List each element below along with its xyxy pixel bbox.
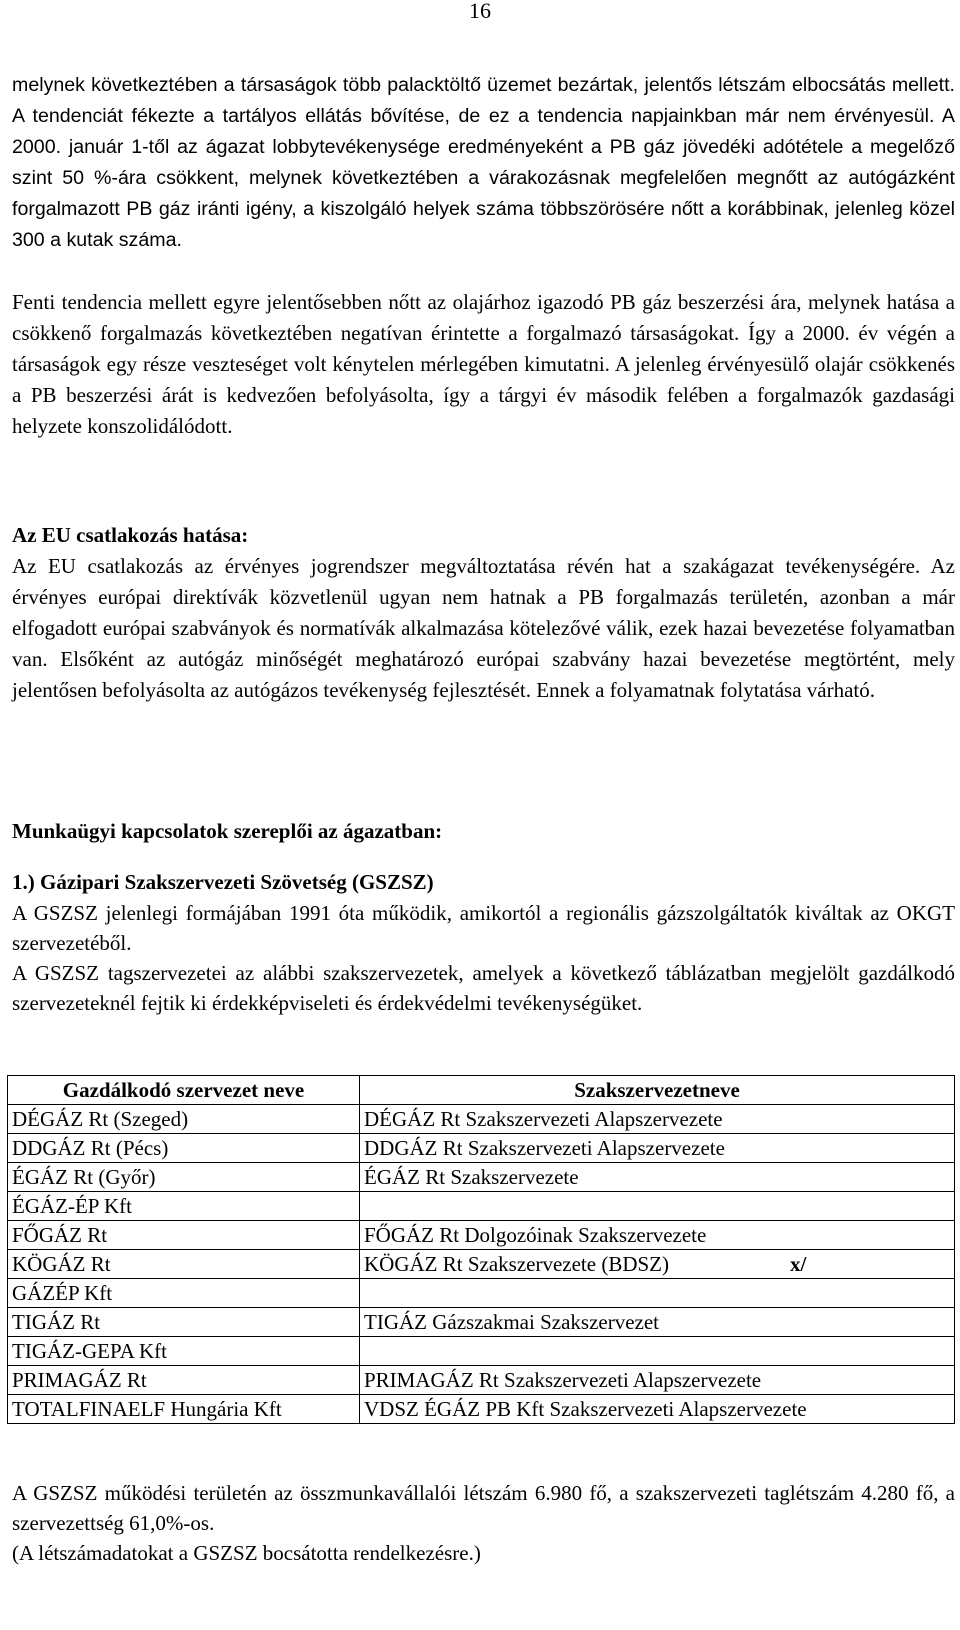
organization-cell: ÉGÁZ-ÉP Kft: [8, 1192, 360, 1221]
union-cell-with-mark: [360, 1250, 955, 1279]
labor-section-heading: Munkaügyi kapcsolatok szereplői az ágazatban:: [12, 819, 443, 843]
table-row: [8, 1395, 955, 1424]
gszsz-subheading: 1.) Gázipari Szakszervezeti Szövetség (GSZSZ): [12, 870, 434, 894]
paragraph-price-trend: Fenti tendencia mellett egyre jelentősebben nőtt az olajárhoz igazodó PB gáz beszerzési ára, melynek hatása a csökkenő forgalmazás következtében negatívan érintette a forgalmazó társaságokat. Így a 2000. év végén a társaságok egy része veszteséget volt kénytelen mérlegében kimutatni. A jelenleg érvényesülő olajár csökkenés a PB beszerzési árát is kedvezően befolyásolta, így a tárgyi év második felében a forgalmazók gazdasági helyzete konszolidálódott.: [12, 290, 955, 438]
eu-section-heading: Az EU csatlakozás hatása:: [12, 523, 249, 547]
footnote-mark: x/: [790, 1252, 807, 1276]
table-row: [8, 1134, 955, 1163]
organization-cell: FŐGÁZ Rt: [8, 1221, 360, 1250]
table-row: [8, 1163, 955, 1192]
page-number: 16: [469, 0, 491, 23]
organization-cell: ÉGÁZ Rt (Győr): [8, 1163, 360, 1192]
table-row: [8, 1221, 955, 1250]
union-cell: TIGÁZ Gázszakmai Szakszervezet: [360, 1308, 955, 1337]
table-row: [8, 1105, 955, 1134]
union-cell: VDSZ ÉGÁZ PB Kft Szakszervezeti Alapszervezete: [360, 1395, 955, 1424]
organization-cell: TOTALFINAELF Hungária Kft: [8, 1395, 360, 1424]
union-name: KÖGÁZ Rt Szakszervezete (BDSZ): [364, 1252, 669, 1276]
organizations-table: [7, 1075, 955, 1424]
table-row: [8, 1308, 955, 1337]
organization-cell: TIGÁZ Rt: [8, 1308, 360, 1337]
organization-cell: DDGÁZ Rt (Pécs): [8, 1134, 360, 1163]
table-row: [8, 1250, 955, 1279]
table-row: [8, 1279, 955, 1308]
organization-cell: KÖGÁZ Rt: [8, 1250, 360, 1279]
paragraph-market-trend: melynek következtében a társaságok több palacktöltő üzemet bezártak, jelentős létszám elbocsátás mellett. A tendenciát fékezte a tartályos ellátás bővítése, de ez a tendencia napjainkban már nem érvényesül. A 2000. január 1-től az ágazat lobbytevékenysége eredményeként a PB gáz jövedéki adótétele a megelőző szint 50 %-ára csökkent, melynek következtében a várakozásnak megfelelően megnőtt az autógázként forgalmazott PB gáz iránti igény, a kiszolgáló helyek száma többszörösére nőtt a korábbinak, jelenleg közel 300 a kutak száma.: [12, 74, 955, 251]
gszsz-members-text: A GSZSZ tagszervezetei az alábbi szakszervezetek, amelyek a következő táblázatban megjelölt gazdálkodó szervezeteknél fejtik ki érdekképviseleti és érdekvédelmi tevékenységüket.: [12, 961, 955, 1015]
membership-stats-text: A GSZSZ működési területén az összmunkavállalói létszám 6.980 fő, a szakszervezeti taglétszám 4.280 fő, a szervezettség 61,0%-os.: [12, 1481, 955, 1535]
organization-cell: DÉGÁZ Rt (Szeged): [8, 1105, 360, 1134]
union-cell: [360, 1192, 955, 1221]
table-row: [8, 1337, 955, 1366]
organization-cell: GÁZÉP Kft: [8, 1279, 360, 1308]
union-cell: FŐGÁZ Rt Dolgozóinak Szakszervezete: [360, 1221, 955, 1250]
eu-section-text: Az EU csatlakozás az érvényes jogrendszer megváltoztatása révén hat a szakágazat tevékenységére. Az érvényes európai direktívák közvetlenül ugyan nem hatnak a PB forgalmazás területén, azonban a már elfogadott európai szabványok és normatívák alkalmazása kötelezővé válik, ezek hazai bevezetése folyamatban van. Elsőként az autógáz minőségét meghatározó európai szabvány hazai bevezetése megtörtént, mely jelentősen befolyásolta az autógázos tevékenység fejlesztését. Ennek a folyamatnak folytatása várható.: [12, 554, 955, 702]
gszsz-history-text: A GSZSZ jelenlegi formájában 1991 óta működik, amikortól a regionális gázszolgáltatók kiváltak az OKGT szervezetéből.: [12, 901, 955, 955]
union-cell: DÉGÁZ Rt Szakszervezeti Alapszervezete: [360, 1105, 955, 1134]
union-cell: ÉGÁZ Rt Szakszervezete: [360, 1163, 955, 1192]
column-header-organization: Gazdálkodó szervezet neve: [8, 1076, 360, 1105]
union-cell: [360, 1337, 955, 1366]
table-row: [8, 1192, 955, 1221]
organization-cell: TIGÁZ-GEPA Kft: [8, 1337, 360, 1366]
table-header-row: [8, 1076, 955, 1105]
union-cell: [360, 1279, 955, 1308]
data-source-note: (A létszámadatokat a GSZSZ bocsátotta rendelkezésre.): [12, 1541, 481, 1565]
column-header-union: Szakszervezetneve: [360, 1076, 955, 1105]
union-cell: PRIMAGÁZ Rt Szakszervezeti Alapszervezete: [360, 1366, 955, 1395]
table-row: [8, 1366, 955, 1395]
union-cell: DDGÁZ Rt Szakszervezeti Alapszervezete: [360, 1134, 955, 1163]
organization-cell: PRIMAGÁZ Rt: [8, 1366, 360, 1395]
